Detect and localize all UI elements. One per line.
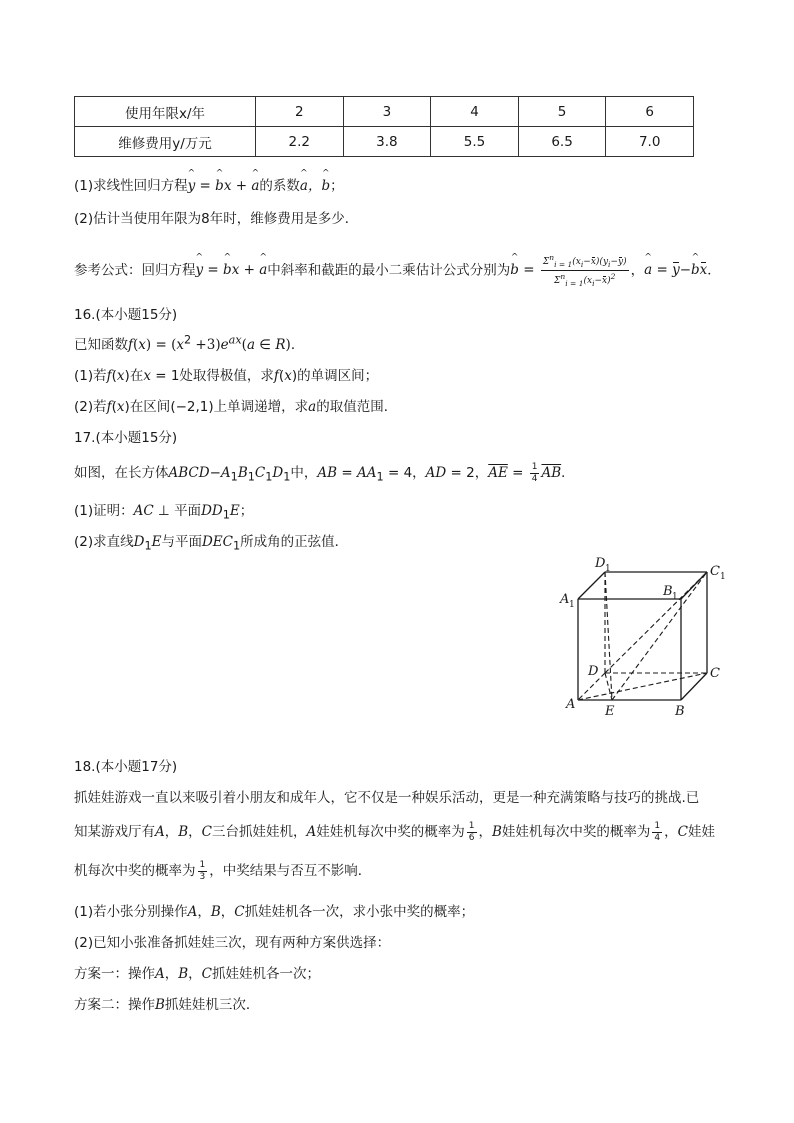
q17-stem-text: 如图，在长方体	[74, 465, 169, 481]
q18-line2-text3: 娃娃机每次中奖的概率为	[316, 824, 465, 840]
table-row	[75, 97, 694, 127]
q18-plan2-text2: 抓娃娃机三次．	[164, 997, 260, 1013]
q15-ref-text2: 中斜率和截距的最小二乘估计公式分别为	[267, 262, 511, 279]
q16-part2-text3: 上单调递增，求	[213, 399, 309, 415]
q15-part1-text2: 的系数	[259, 178, 300, 194]
q17-stem: 如图，在长方体$ABCD-A_1B_1C_1D_1$中，AB = $AA_1 = 4$，AD = 2，$\overline{AE}$ = $\frac{1}{4}$ $\overline{AB}$．	[74, 461, 575, 484]
label-D1-sub: 1	[605, 564, 611, 574]
q16-part1: (1)若f(x)在x = 1处取得极值，求f(x)的单调区间；	[74, 368, 379, 384]
q17-stem-text2: 中，	[290, 465, 318, 481]
q15-part2-text: (2)估计当使用年限为8年时，维修费用是多少．	[74, 211, 359, 227]
q18-part1-text2: 抓娃娃机各一次，求小张中奖的概率；	[244, 904, 475, 920]
regression-data-table	[74, 96, 694, 157]
q17-title: 17.(本小题15分)	[74, 430, 178, 446]
table-cell: 4	[431, 97, 519, 127]
table-cell: 2	[256, 97, 344, 127]
q18-line3: 机每次中奖的概率为 $\frac{1}{3}$ ，中奖结果与否互不影响．	[74, 859, 372, 882]
label-B1-sub: 1	[672, 592, 678, 602]
q18-title: 18.(本小题17分)	[74, 759, 178, 775]
table-row-label: 维修费用y/万元	[75, 127, 256, 157]
q15-part1-text: (1)求线性回归方程	[74, 178, 188, 194]
q16-part1-text3: 处取得极值，求	[179, 368, 274, 384]
label-B1: B	[663, 584, 673, 599]
table-row	[75, 127, 694, 157]
q17-part2-text: (2)求直线	[74, 534, 134, 550]
q18-part1: (1)若小张分别操作A，B，C抓娃娃机各一次，求小张中奖的概率；	[74, 904, 475, 920]
label-D1: D	[595, 556, 606, 571]
q18-line2: 知某游戏厅有A，B，C三台抓娃娃机，A娃娃机每次中奖的概率为 $\frac{1}{6}$ ，B娃娃机每次中奖的概率为 $\frac{1}{4}$ ，C娃娃	[74, 820, 715, 843]
label-A1: A	[560, 592, 570, 607]
q18-line2-text: 知某游戏厅有	[74, 824, 155, 840]
q15-ref-text: 参考公式：回归方程	[74, 262, 196, 279]
q18-line3-text: 机每次中奖的概率为	[74, 863, 196, 879]
q16-part1-text2: 在	[129, 368, 144, 384]
label-A1-sub: 1	[569, 600, 575, 610]
q18-line3-text2: ，中奖结果与否互不影响．	[209, 863, 372, 879]
q18-line2-text5: 娃娃	[688, 824, 715, 840]
slope-formula: $\frac{\Sigma^n_{i = 1}(x_i-x)(y_i-y)}{\Sigma^n_{i = 1}(x_i-x)^2}$	[542, 253, 627, 288]
q16-part2-text2: 在区间	[129, 399, 171, 415]
label-D: D	[588, 664, 599, 679]
q18-line2-text4: 娃娃机每次中奖的概率为	[501, 824, 651, 840]
q16-part2: (2)若f(x)在区间(−2,1)上单调递增，求a的取值范围．	[74, 399, 398, 415]
q17-part1-text2: 平面	[174, 503, 202, 519]
label-C: C	[710, 666, 720, 681]
q16-part2-text: (2)若	[74, 399, 107, 415]
q16-part2-text4: 的取值范围．	[316, 399, 398, 415]
q18-line2-text2: 三台抓娃娃机，	[212, 824, 307, 840]
q15-reference-formula: 参考公式：回归方程^ y = ^ bx + ^ a中斜率和截距的最小二乘估计公式分别为^ b = $\frac{\Sigma^n_{i = 1}(x_i-x)(y_i-y)}{\Sigma^n_{i = 1}(x_i-x)^2}$ ，^ a = y−^ bx．	[74, 252, 721, 289]
q15-part1: (1)求线性回归方程^ y = ^ bx + ^ a的系数^ a，^ b；	[74, 174, 344, 194]
q16-stem-text: 已知函数	[74, 337, 128, 353]
table-cell: 5.5	[431, 127, 519, 157]
q18-part2: (2)已知小张准备抓娃娃三次，现有两种方案供选择：	[74, 935, 391, 951]
label-C1-sub: 1	[720, 572, 726, 582]
table-cell: 7.0	[606, 127, 694, 157]
q16-stem: 已知函数$f(x) = (x^2 +3)e^{ax}(a$ ∈ R)．	[74, 333, 305, 353]
q18-plan2: 方案二：操作B抓娃娃机三次．	[74, 997, 260, 1013]
q18-plan1-text2: 抓娃娃机各一次；	[212, 966, 321, 982]
table-cell: 3.8	[343, 127, 431, 157]
q16-part1-text4: 的单调区间；	[297, 368, 379, 384]
cuboid-figure	[555, 553, 735, 723]
label-B: B	[675, 704, 685, 719]
q17-part1-text: (1)证明：	[74, 503, 134, 519]
label-A: A	[566, 697, 576, 712]
table-cell: 2.2	[256, 127, 344, 157]
q18-line1: 抓娃娃游戏一直以来吸引着小朋友和成年人，它不仅是一种娱乐活动，更是一种充满策略与技巧的挑战.已	[74, 790, 700, 806]
q16-title: 16.(本小题15分)	[74, 307, 178, 323]
q17-part2: (2)求直线$D_1E$与平面$DEC_1$所成角的正弦值．	[74, 534, 349, 553]
table-cell: 3	[343, 97, 431, 127]
q17-part1: (1)证明：AC ⊥ 平面$DD_1E$；	[74, 503, 254, 522]
q17-part2-text2: 与平面	[161, 534, 202, 550]
label-C1: C	[710, 564, 720, 579]
q18-plan2-text: 方案二：操作	[74, 997, 155, 1013]
label-E: E	[605, 704, 615, 719]
q18-plan1-text: 方案一：操作	[74, 966, 155, 982]
q17-part2-text3: 所成角的正弦值．	[240, 534, 349, 550]
table-cell: 5	[518, 97, 606, 127]
table-cell: 6	[606, 97, 694, 127]
q18-plan1: 方案一：操作A，B，C抓娃娃机各一次；	[74, 966, 321, 982]
q16-part1-text: (1)若	[74, 368, 107, 384]
table-cell: 6.5	[518, 127, 606, 157]
q15-part2	[74, 207, 358, 227]
table-row-label: 使用年限x/年	[75, 97, 256, 127]
q18-part1-text: (1)若小张分别操作	[74, 904, 188, 920]
